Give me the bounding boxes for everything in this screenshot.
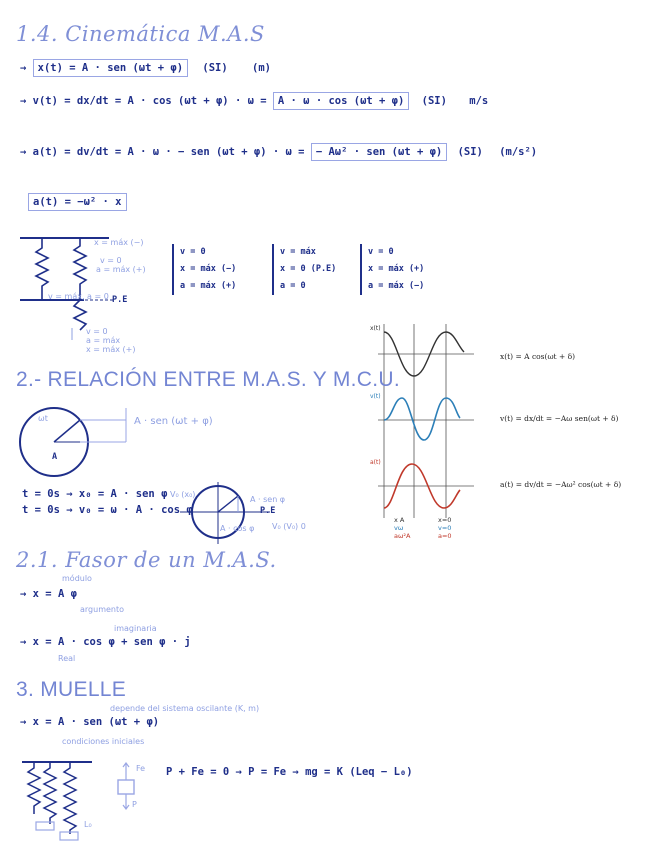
spring-ann-top-3: a = máx (+)	[96, 265, 146, 274]
svg-text:x(t): x(t)	[370, 325, 381, 332]
boxed-position-eq: x(t) = A · sen (ωt + φ)	[33, 59, 188, 77]
boxed-velocity-eq: A · ω · cos (ωt + φ)	[273, 92, 409, 110]
graph-legend-right: x=0 v=0 a=0	[438, 516, 452, 540]
spring-ann-top-1: x = máx (−)	[94, 238, 144, 247]
boxed-acceleration-eq: − Aω² · sen (ωt + φ)	[311, 143, 447, 161]
muelle-eq-2: P + Fe = 0 → P = Fe → mg = K (Leq − L₀)	[166, 766, 413, 778]
conditions-group-2: v = máx x = 0 (P.E) a = 0	[272, 244, 336, 295]
section-title-cinematica: 1.4. Cinemática M.A.S	[16, 22, 265, 46]
equation-position: → x(t) = A · sen (ωt + φ) (SI) (m)	[20, 62, 271, 74]
initial-v0: t = 0s → v₀ = ω · A · cos φ	[22, 504, 193, 516]
muelle-eq-1: → x = A · sen (ωt + φ)	[20, 716, 160, 728]
section-title-muelle: 3. MUELLE	[16, 678, 127, 701]
c2-pe-label: P.E	[260, 506, 276, 516]
fasor-eq-2: → x = A · cos φ + sen φ · j	[20, 636, 191, 648]
spring-ann-top-2: v = 0	[100, 256, 122, 265]
spring-ann-bot-3: x = máx (+)	[86, 345, 136, 354]
muelle-springs-diagram	[20, 756, 100, 844]
graph-formula-x: x(t) = A cos(ωt + δ)	[500, 352, 576, 361]
graph-legend-left: x A vω aω²A	[394, 516, 411, 540]
fasor-eq-1: → x = A φ	[20, 588, 77, 600]
svg-text:a(t): a(t)	[370, 459, 381, 466]
circle-wt-label: ωt	[38, 414, 48, 423]
c2-v2-label: V₀ (V₀) 0	[272, 522, 306, 531]
force-fe-label: Fe	[136, 764, 146, 773]
projection-label: A · sen (ωt + φ)	[134, 416, 213, 427]
graph-formula-v: v(t) = dx/dt = −Aω sen(ωt + δ)	[500, 414, 619, 423]
equation-acceleration: → a(t) = dv/dt = A · ω · − sen (ωt + φ) · ω = − Aω² · sen (ωt + φ) (SI) (m/s²)	[20, 146, 537, 158]
circle-A-label: A	[52, 452, 58, 462]
section-title-relacion: 2.- RELACIÓN ENTRE M.A.S. Y M.C.U.	[16, 368, 400, 391]
c2-v-label: V₀ (x₀)	[170, 490, 196, 499]
equation-velocity: → v(t) = dx/dt = A · cos (ωt + φ) · ω = A · ω · cos (ωt + φ) (SI) m/s	[20, 95, 488, 107]
conditions-group-1: v = 0 x = máx (−) a = máx (+)	[172, 244, 236, 295]
fasor-ann-modulo: módulo	[62, 574, 92, 583]
c2-acos-label: A · cos φ	[220, 524, 255, 533]
fasor-ann-real: Real	[58, 654, 76, 663]
conditions-group-3: v = 0 x = máx (+) a = máx (−)	[360, 244, 424, 295]
muelle-ann-condiciones: condiciones iniciales	[62, 737, 145, 746]
spring-ann-bot-2: a = máx	[86, 336, 121, 345]
c2-asen-label: A · sen φ	[250, 495, 286, 504]
fasor-ann-argumento: argumento	[80, 605, 125, 614]
boxed-acc-x-eq: a(t) = −ω² · x	[28, 193, 127, 211]
fasor-ann-imaginaria: imaginaria	[114, 624, 157, 633]
spring-ann-bot-1: v = 0	[86, 327, 108, 336]
spring-ann-mid: v = máx, a = 0	[48, 292, 109, 301]
svg-text:v(t): v(t)	[370, 393, 381, 400]
initial-x0: t = 0s → x₀ = A · sen φ	[22, 488, 168, 500]
spring-pe-label: P.E	[112, 295, 128, 305]
muelle-ann-depende: depende del sistema oscilante (K, m)	[110, 704, 260, 713]
section-title-fasor: 2.1. Fasor de un M.A.S.	[16, 548, 277, 572]
mas-graphs	[368, 318, 486, 546]
graph-formula-a: a(t) = dv/dt = −Aω² cos(ωt + δ)	[500, 480, 622, 489]
muelle-lo-label: L₀	[84, 820, 92, 829]
force-p-label: P	[132, 800, 137, 809]
